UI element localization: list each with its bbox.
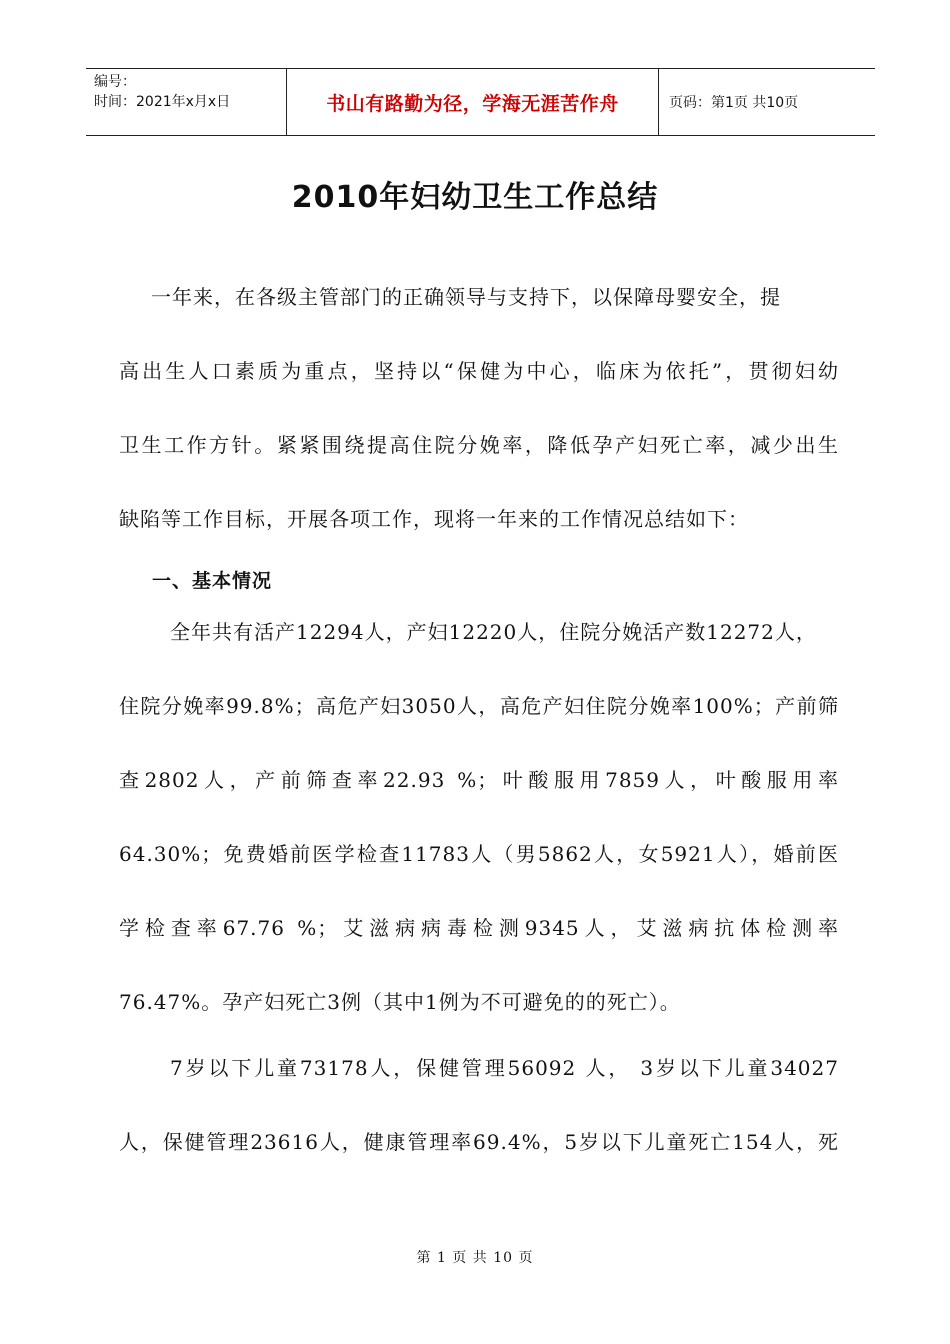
document-time-label: 时间：2021年x月x日 [94, 94, 231, 110]
basic-info-line-3: 查2802人，产前筛查率22.93 %；叶酸服用7859人，叶酸服用率 [119, 768, 839, 792]
page-footer: 第 1 页 共 10 页 [416, 1250, 534, 1266]
header-page-info: 页码：第1页 共10页 [669, 95, 799, 111]
intro-line-1: 一年来，在各级主管部门的正确领导与支持下，以保障母婴安全，提 [151, 285, 781, 309]
basic-info-line-5: 学检查率67.76 %；艾滋病病毒检测9345人，艾滋病抗体检测率 [119, 916, 839, 940]
intro-line-2: 高出生人口素质为重点，坚持以“保健为中心，临床为依托”，贯彻妇幼 [119, 359, 839, 383]
document-title: 2010年妇幼卫生工作总结 [291, 180, 659, 215]
header-motto: 书山有路勤为径，学海无涯苦作舟 [286, 69, 659, 135]
page-header [86, 68, 875, 136]
basic-info-line-6: 76.47%。孕产妇死亡3例（其中1例为不可避免的的死亡）。 [119, 990, 681, 1014]
intro-line-4: 缺陷等工作目标，开展各项工作，现将一年来的工作情况总结如下： [119, 507, 749, 531]
header-left-cell [86, 69, 286, 135]
intro-line-3: 卫生工作方针。紧紧围绕提高住院分娩率，降低孕产妇死亡率，减少出生 [119, 433, 839, 457]
document-number-label: 编号： [94, 74, 136, 90]
section-heading-basic-info: 一、基本情况 [152, 570, 273, 592]
basic-info-line-4: 64.30%；免费婚前医学检查11783人（男5862人，女5921人），婚前医 [119, 842, 839, 866]
basic-info-line-2: 住院分娩率99.8%；高危产妇3050人，高危产妇住院分娩率100%；产前筛 [119, 694, 839, 718]
children-line-2: 人，保健管理23616人，健康管理率69.4%，5岁以下儿童死亡154人，死 [119, 1130, 839, 1154]
children-line-1: 7岁以下儿童73178人，保健管理56092 人， 3岁以下儿童34027 [170, 1056, 839, 1080]
basic-info-line-1: 全年共有活产12294人，产妇12220人，住院分娩活产数12272人， [170, 620, 817, 644]
